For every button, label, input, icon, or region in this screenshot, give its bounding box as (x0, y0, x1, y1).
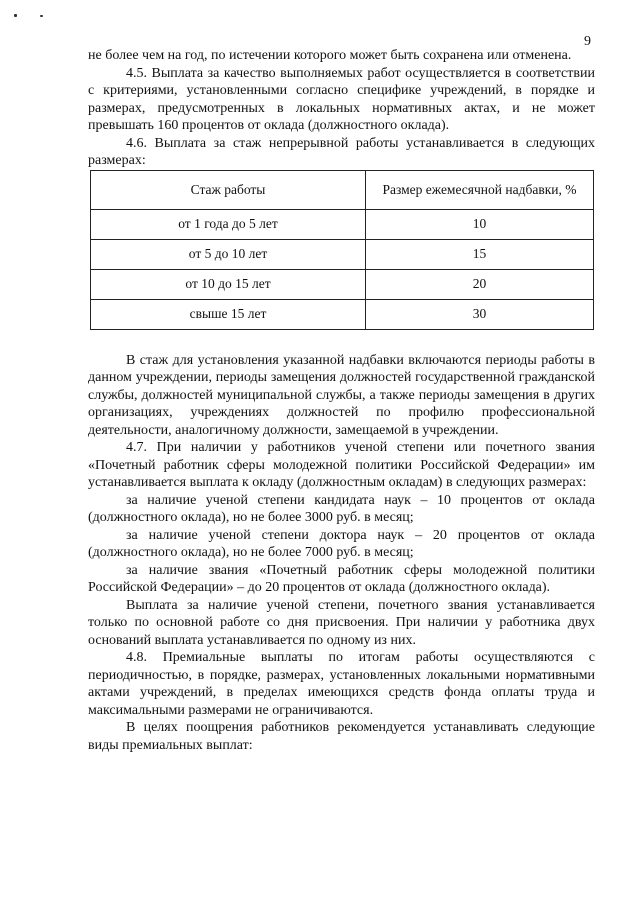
table-cell-seniority: от 1 года до 5 лет (91, 209, 366, 239)
table-cell-allowance: 10 (366, 209, 594, 239)
list-item-candidate-degree: за наличие ученой степени кандидата наук – 10 процентов от оклада (должностного оклада), но не более 3000 руб. в месяц; (88, 492, 595, 525)
paragraph-bonus-types-intro: В целях поощрения работников рекомендуется устанавливать следующие виды премиальных выплат: (88, 720, 595, 753)
table-cell-allowance: 15 (366, 239, 594, 269)
table-cell-seniority: от 5 до 10 лет (91, 239, 366, 269)
paragraph-4-6: 4.6. Выплата за стаж непрерывной работы устанавливается в следующих размерах: (88, 135, 595, 168)
table-row (91, 299, 594, 329)
table-header-allowance: Размер ежемесячной надбавки, % (366, 170, 594, 209)
scan-artifact-mark (14, 14, 17, 17)
paragraph-continuation: не более чем на год, по истечении которого может быть сохранена или отменена. (88, 48, 572, 63)
list-item-honorary-title: за наличие звания «Почетный работник сферы молодежной политики Российской Федерации» – до 20 процентов от оклада (должностного оклада). (88, 562, 595, 595)
paragraph-degree-payment-rule: Выплата за наличие ученой степени, почетного звания устанавливается только по основной работе со дня присвоения. При наличии у работника двух оснований выплата устанавливается по одному из них. (88, 597, 595, 648)
table-header-seniority: Стаж работы (91, 170, 366, 209)
table-header-row (91, 170, 594, 209)
seniority-allowance-table (90, 170, 594, 330)
table-row (91, 239, 594, 269)
paragraph-seniority-periods: В стаж для установления указанной надбавки включаются периоды работы в данном учреждении, периоды замещения должностей государственной гражданской службы, должностей муниципальной службы, а также периоды замещения в других организациях, учреждениях должностей по профилю профессиональной деятельности, аналогичному должности, замещаемой в учреждении. (88, 352, 595, 438)
table-cell-seniority: от 10 до 15 лет (91, 269, 366, 299)
paragraph-4-7: 4.7. При наличии у работников ученой степени или почетного звания «Почетный работник сферы молодежной политики Российской Федерации» им устанавливается выплата к окладу (должностным окладам) в следующих размерах: (88, 440, 595, 490)
list-item-doctor-degree: за наличие ученой степени доктора наук – 20 процентов от оклада (должностного оклада), но не более 7000 руб. в месяц; (88, 527, 595, 560)
table-cell-allowance: 30 (366, 299, 594, 329)
paragraph-4-8: 4.8. Премиальные выплаты по итогам работы осуществляются с периодичностью, в порядке, размерах, установленных локальными нормативными актами учреждений, в пределах имеющихся средств фонда оплаты труда и максимальными размерами не ограничиваются. (88, 650, 595, 718)
document-body (88, 47, 595, 754)
table-cell-seniority: свыше 15 лет (91, 299, 366, 329)
paragraph-4-5: 4.5. Выплата за качество выполняемых работ осуществляется в соответствии с критериями, установленными согласно специфике учреждений, в порядке и размерах, предусмотренных в локальных нормативных актах, и не может превышать 160 процентов от оклада (должностного оклада). (88, 65, 595, 133)
scan-artifact-mark (40, 15, 43, 17)
table-row (91, 209, 594, 239)
table-row (91, 269, 594, 299)
table-cell-allowance: 20 (366, 269, 594, 299)
page-number: 9 (584, 34, 591, 49)
